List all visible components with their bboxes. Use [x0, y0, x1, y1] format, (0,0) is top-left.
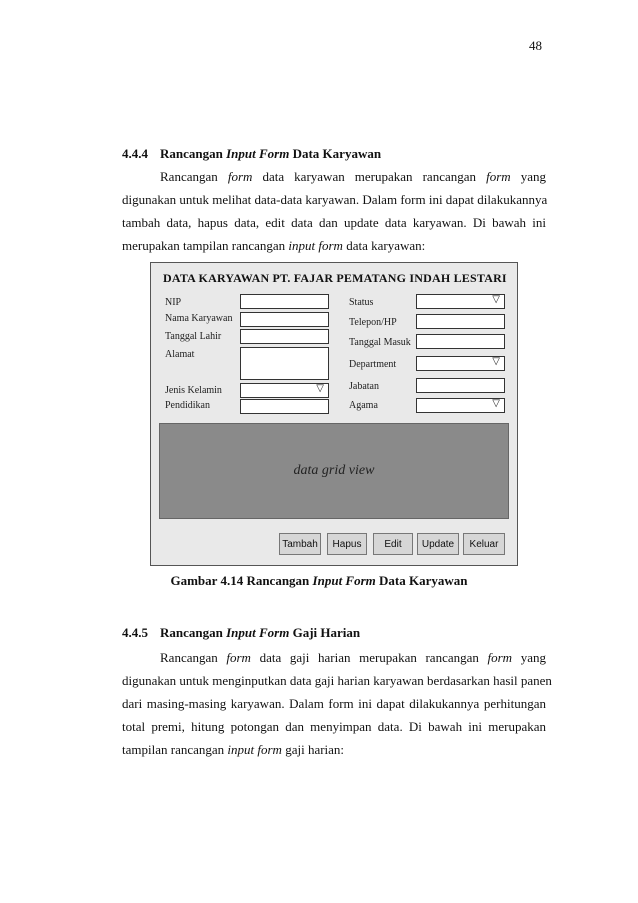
hapus-button[interactable]: Hapus: [327, 533, 367, 555]
heading-text-suffix: Gaji Harian: [289, 625, 361, 640]
label-pendidikan: Pendidikan: [165, 400, 210, 411]
grid-placeholder-label: data grid view: [293, 463, 375, 478]
jabatan-input[interactable]: [416, 378, 505, 393]
alamat-textarea[interactable]: [240, 347, 329, 380]
paragraph-line: total premi, hitung potongan dan menyimpan data. Di bawah ini merupakan: [122, 719, 546, 734]
label-nip: NIP: [165, 297, 182, 308]
figure-caption: Gambar 4.14 Rancangan Input Form Data Karyawan: [170, 573, 468, 588]
tanggal-lahir-input[interactable]: [240, 329, 329, 344]
tanggal-masuk-input[interactable]: [416, 334, 505, 349]
label-telepon: Telepon/HP: [349, 317, 397, 328]
paragraph-line: digunakan untuk menginputkan data gaji harian karyawan berdasarkan hasil panen: [122, 673, 552, 688]
heading-italic: Input Form: [226, 625, 290, 640]
label-jenis-kelamin: Jenis Kelamin: [165, 385, 222, 396]
edit-button[interactable]: Edit: [373, 533, 413, 555]
nip-input[interactable]: [240, 294, 329, 309]
paragraph-line: dari masing-masing karyawan. Dalam form ini dapat dilakukannya perhitungan: [122, 696, 546, 711]
label-nama-karyawan: Nama Karyawan: [165, 313, 233, 324]
paragraph-line: merupakan tampilan rancangan input form data karyawan:: [122, 238, 426, 253]
heading-text-suffix: Data Karyawan: [289, 146, 382, 161]
label-department: Department: [349, 359, 397, 370]
section-number: 4.4.4: [122, 146, 148, 161]
paragraph-4-4-4: [122, 165, 546, 257]
status-select[interactable]: [416, 294, 505, 309]
jenis-kelamin-select[interactable]: [240, 383, 329, 398]
label-jabatan: Jabatan: [349, 381, 379, 392]
telepon-input[interactable]: [416, 314, 505, 329]
form-mockup: [150, 262, 518, 566]
label-status: Status: [349, 297, 374, 308]
update-button[interactable]: Update: [417, 533, 459, 555]
heading-italic: Input Form: [226, 146, 290, 161]
paragraph-line: tambah data, hapus data, edit data dan update data karyawan. Di bawah ini: [122, 215, 546, 230]
heading-text: Rancangan: [160, 625, 227, 640]
form-title: DATA KARYAWAN PT. FAJAR PEMATANG INDAH LESTARI: [163, 271, 507, 285]
label-tanggal-masuk: Tanggal Masuk: [349, 337, 411, 348]
tambah-button[interactable]: Tambah: [279, 533, 321, 555]
paragraph-line: tampilan rancangan input form gaji harian:: [122, 742, 345, 757]
paragraph-4-4-5: [122, 646, 552, 761]
section-heading-4-4-5: [122, 625, 360, 641]
heading-text: Rancangan: [160, 146, 227, 161]
paragraph-line: digunakan untuk melihat data-data karyawan. Dalam form ini dapat dilakukannya: [122, 192, 548, 207]
pendidikan-input[interactable]: [240, 399, 329, 414]
keluar-button[interactable]: Keluar: [463, 533, 505, 555]
agama-select[interactable]: [416, 398, 505, 413]
data-grid-view[interactable]: [159, 423, 509, 519]
paragraph-line: Rancangan form data gaji harian merupakan rancangan form yang: [160, 650, 546, 665]
label-alamat: Alamat: [165, 349, 195, 360]
section-number: 4.4.5: [122, 625, 148, 640]
nama-karyawan-input[interactable]: [240, 312, 329, 327]
page-number: 48: [529, 38, 542, 53]
department-select[interactable]: [416, 356, 505, 371]
paragraph-line: Rancangan form data karyawan merupakan rancangan form yang: [160, 169, 546, 184]
section-heading-4-4-4: [122, 146, 381, 162]
label-tanggal-lahir: Tanggal Lahir: [165, 331, 222, 342]
label-agama: Agama: [349, 400, 378, 411]
